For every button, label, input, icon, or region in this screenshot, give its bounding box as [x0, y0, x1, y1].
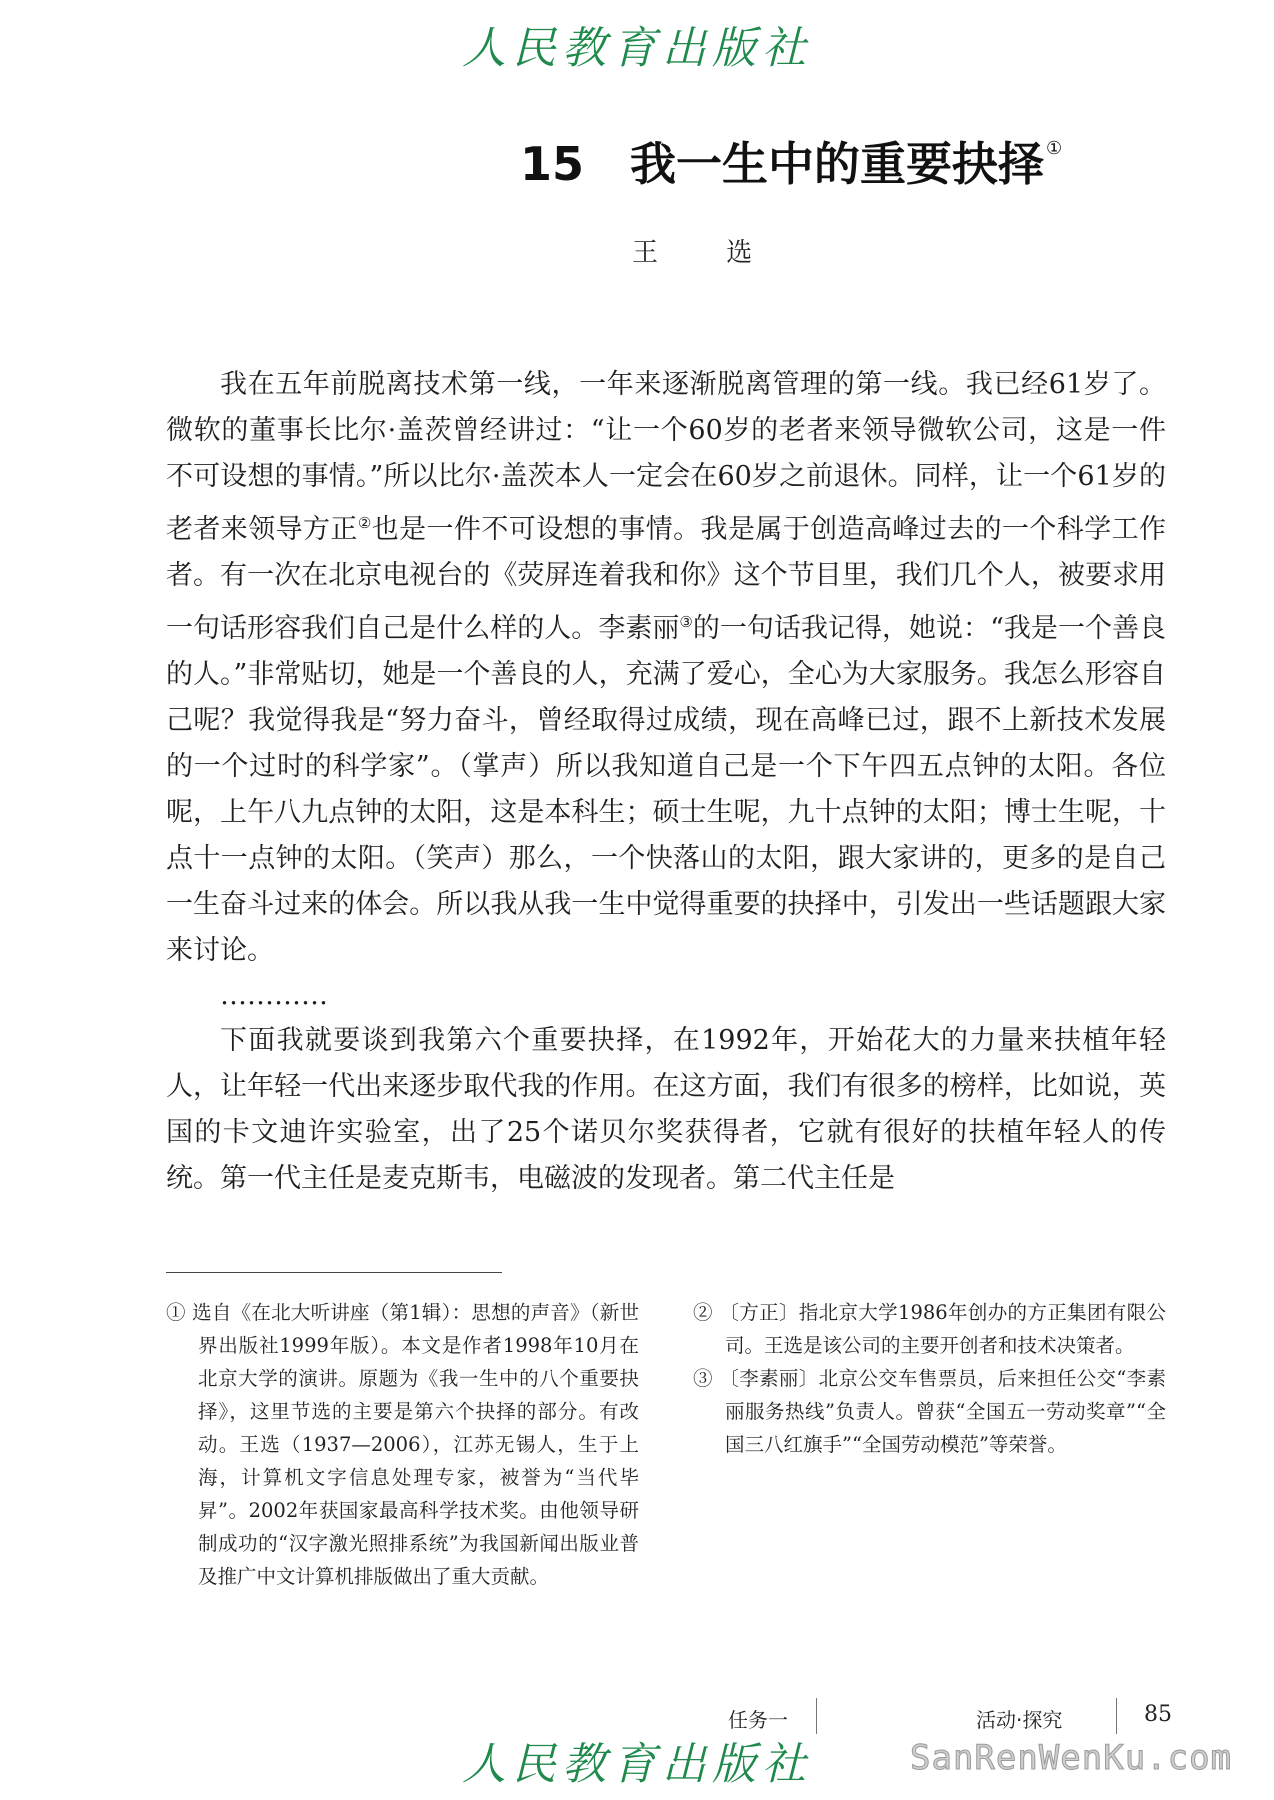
footnote-divider [166, 1272, 502, 1273]
footnote-ref-3[interactable]: ③ [679, 613, 693, 631]
omission-ellipsis: ………… [220, 980, 328, 1011]
author-name: 王 选 [632, 238, 783, 268]
footnote-ref-1[interactable]: ① [1046, 138, 1063, 159]
paragraph-1: 我在五年前脱离技术第一线，一年来逐渐脱离管理的第一线。我已经61岁了。微软的董事长比尔·盖茨曾经讲过：“让一个60岁的老者来领导微软公司，这是一件不可设想的事情。”所以比尔·盖茨本人一定会在60岁之前退休。同样，让一个61岁的老者来领导方正②也是一件不可设想的事情。我是属于创造高峰过去的一个科学工作者。有一次在北京电视台的《荧屏连着我和你》这个节目里，我们几个人，被要求用一句话形容我们自己是什么样的人。李素丽③的一句话我记得，她说：“我是一个善良的人。”非常贴切，她是一个善良的人，充满了爱心，全心为大家服务。我怎么形容自己呢？我觉得我是“努力奋斗，曾经取得过成绩，现在高峰已过，跟不上新技术发展的一个过时的科学家”。（掌声）所以我知道自己是一个下午四五点钟的太阳。各位呢，上午八九点钟的太阳，这是本科生；硕士生呢，九十点钟的太阳；博士生呢，十点十一点钟的太阳。（笑声）那么，一个快落山的太阳，跟大家讲的，更多的是自己一生奋斗过来的体会。所以我从我一生中觉得重要的抉择中，引发出一些话题跟大家来讨论。 [166, 369, 1167, 966]
footnotes [166, 1296, 1166, 1616]
publisher-logo-top: 人民教育出版社 [462, 23, 812, 74]
article-body [166, 362, 1166, 1202]
footer-section: 任务一 [728, 1708, 788, 1732]
lesson-title: 我一生中的重要抉择 [630, 137, 1045, 191]
publisher-logo-bottom: 人民教育出版社 [462, 1739, 812, 1790]
watermark: SanRenWenKu.com [910, 1738, 1233, 1778]
page-title [520, 128, 1062, 194]
footer-activity: 活动·探究 [976, 1708, 1063, 1732]
page-number: 85 [1144, 1702, 1172, 1727]
lesson-number: 15 [520, 137, 585, 191]
footnote-3: ③ 〔李素丽〕北京公交车售票员，后来担任公交“李素丽服务热线”负责人。曾获“全国五一劳动奖章”“全国三八红旗手”“全国劳动模范”等荣誉。 [693, 1367, 1166, 1456]
footnote-ref-2[interactable]: ② [357, 514, 372, 532]
footnote-1: ① 选自《在北大听讲座（第1辑）：思想的声音》（新世界出版社1999年版）。本文是作者1998年10月在北京大学的演讲。原题为《我一生中的八个重要抉择》，这里节选的主要是第六个抉择的部分。有改动。王选（1937—2006），江苏无锡人，生于上海，计算机文字信息处理专家，被誉为“当代毕昇”。2002年获国家最高科学技术奖。由他领导研制成功的“汉字激光照排系统”为我国新闻出版业普及推广中文计算机排版做出了重大贡献。 [166, 1301, 639, 1588]
footnote-2: ② 〔方正〕指北京大学1986年创办的方正集团有限公司。王选是该公司的主要开创者和技术决策者。 [693, 1301, 1166, 1357]
paragraph-2: 下面我就要谈到我第六个重要抉择，在1992年，开始花大的力量来扶植年轻人，让年轻一代出来逐步取代我的作用。在这方面，我们有很多的榜样，比如说，英国的卡文迪许实验室，出了25个诺贝尔奖获得者，它就有很好的扶植年轻人的传统。第一代主任是麦克斯韦，电磁波的发现者。第二代主任是 [166, 1025, 1166, 1194]
